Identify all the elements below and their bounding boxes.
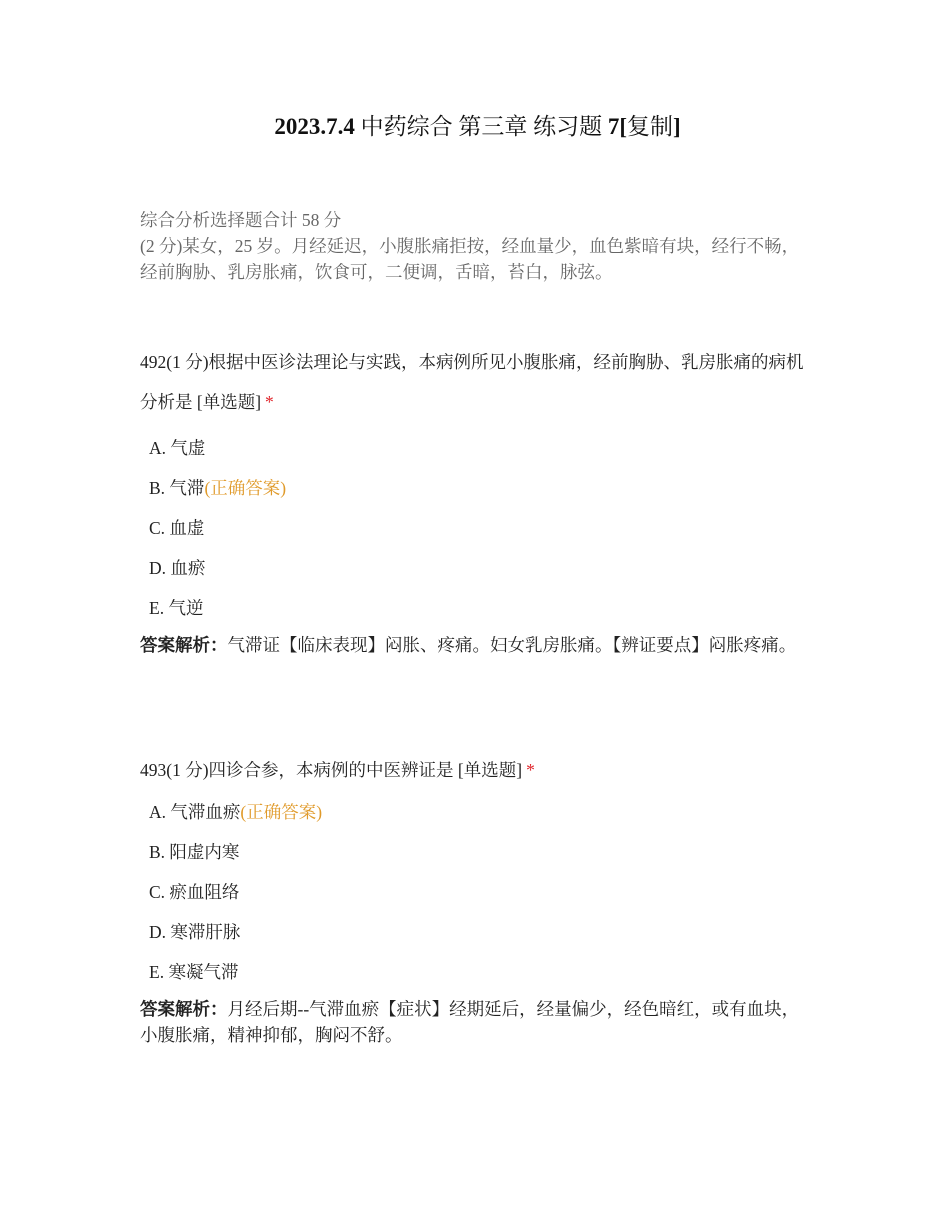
title-date: 2023.7.4 xyxy=(274,114,355,139)
option-b[interactable] xyxy=(140,832,815,872)
answer-analysis xyxy=(140,996,815,1048)
option-a[interactable] xyxy=(140,792,815,832)
option-e[interactable] xyxy=(140,588,815,628)
required-mark: * xyxy=(526,760,535,780)
analysis-label: 答案解析： xyxy=(140,999,228,1019)
case-intro xyxy=(140,207,815,285)
option-list xyxy=(140,792,815,992)
question-stem xyxy=(140,755,815,785)
analysis-label: 答案解析： xyxy=(140,635,228,655)
option-c[interactable] xyxy=(140,508,815,548)
option-list xyxy=(140,428,815,628)
option-text: E. 气逆 xyxy=(149,598,204,618)
option-c[interactable] xyxy=(140,872,815,912)
option-text: B. 阳虚内寒 xyxy=(149,842,240,862)
case-description: (2 分)某女，25 岁。月经延迟，小腹胀痛拒按，经血量少，血色紫暗有块，经行不畅，经前胸胁、乳房胀痛，饮食可，二便调，舌暗，苔白，脉弦。 xyxy=(140,236,800,282)
question-492 xyxy=(140,342,815,658)
title-bracket-end: ] xyxy=(673,114,681,139)
option-text: D. 寒滞肝脉 xyxy=(149,922,241,942)
question-493 xyxy=(140,755,815,1048)
option-d[interactable] xyxy=(140,912,815,952)
title-copy-label: 复制 xyxy=(627,114,673,139)
section-label: 综合分析选择题合计 58 分 xyxy=(140,210,342,230)
option-d[interactable] xyxy=(140,548,815,588)
required-mark: * xyxy=(265,392,274,412)
option-e[interactable] xyxy=(140,952,815,992)
option-b[interactable] xyxy=(140,468,815,508)
option-text: E. 寒凝气滞 xyxy=(149,962,239,982)
title-text: 中药综合 第三章 练习题 xyxy=(354,114,608,139)
option-text: A. 气滞血瘀 xyxy=(149,802,241,822)
question-stem-text: 492(1 分)根据中医诊法理论与实践，本病例所见小腹胀痛，经前胸胁、乳房胀痛的病机分析是 [单选题] xyxy=(140,352,804,412)
question-stem-text: 493(1 分)四诊合参，本病例的中医辨证是 [单选题] xyxy=(140,760,523,780)
option-a[interactable] xyxy=(140,428,815,468)
option-text: A. 气虚 xyxy=(149,438,206,458)
option-text: B. 气滞 xyxy=(149,478,205,498)
answer-analysis xyxy=(140,632,815,658)
page-title xyxy=(140,108,815,146)
title-number: 7[ xyxy=(607,114,627,139)
correct-answer-tag: (正确答案) xyxy=(204,478,287,498)
option-text: C. 血虚 xyxy=(149,518,205,538)
question-stem xyxy=(140,342,815,422)
analysis-text: 气滞证【临床表现】闷胀、疼痛。妇女乳房胀痛。【辨证要点】闷胀疼痛。 xyxy=(227,635,797,655)
option-text: D. 血瘀 xyxy=(149,558,206,578)
correct-answer-tag: (正确答案) xyxy=(240,802,323,822)
option-text: C. 瘀血阻络 xyxy=(149,882,240,902)
analysis-text: 月经后期--气滞血瘀【症状】经期延后，经量偏少，经色暗红，或有血块，小腹胀痛，精神抑郁，胸闷不舒。 xyxy=(140,999,800,1045)
